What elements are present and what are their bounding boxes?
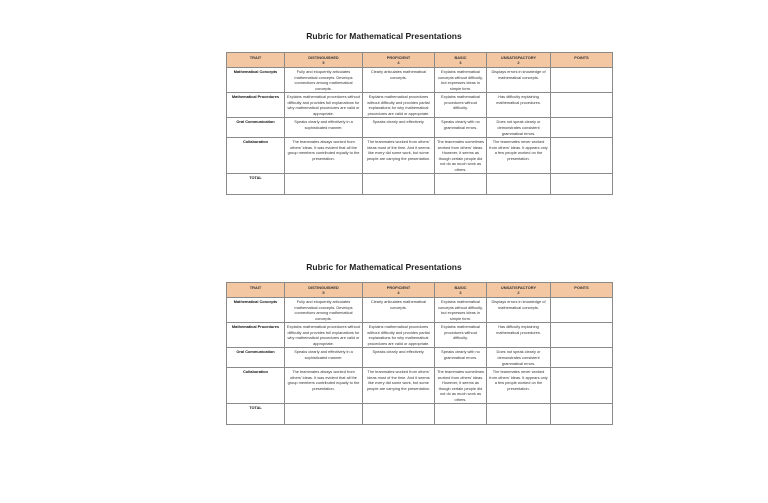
column-points: 3 (459, 60, 462, 66)
rubric-cell: Displays errors in knowledge of mathematical concepts. (487, 298, 551, 323)
rubric-cell: Explains mathematical procedures without difficulty and provides partial explanations for why mathematical procedures are valid or appropriate. (363, 93, 435, 118)
table-row (227, 323, 613, 348)
rubric-table-2 (226, 282, 613, 425)
rubric-cell (551, 298, 613, 323)
column-label: PROFICIENT (386, 284, 411, 290)
rubric-cell: Explains mathematical concepts without difficulty, but expresses ideas in simple form. (435, 68, 487, 93)
rubric-cell: The teammates sometimes worked from others' ideas. However, it seems as though certain people did not do as much work as others. (435, 138, 487, 174)
rubric-cell: Has difficulty explaining mathematical procedures. (487, 93, 551, 118)
column-header (227, 283, 285, 298)
column-header (435, 283, 487, 298)
rubric-cell: The teammates always worked from others' ideas. It was evident that all the group members contributed equally to the presentation. (285, 138, 363, 174)
rubric-cell: The teammates never worked from others' ideas. It appears only a few people worked on the presentation. (487, 368, 551, 404)
rubric-cell: Speaks clearly with no grammatical errors. (435, 348, 487, 368)
rubric-cell: Speaks clearly and effectively in a sophisticated manner. (285, 118, 363, 138)
trait-cell: Mathematical Procedures (227, 93, 285, 118)
rubric-cell: Has difficulty explaining mathematical procedures. (487, 323, 551, 348)
trait-cell: Mathematical Concepts (227, 68, 285, 93)
rubric-cell: Explains mathematical procedures without difficulty and provides partial explanations for why mathematical procedures are valid or appropriate. (363, 323, 435, 348)
rubric-cell (551, 138, 613, 174)
column-label: BASIC (454, 54, 467, 60)
rubric-cell (551, 68, 613, 93)
rubric-cell: Clearly articulates mathematical concepts. (363, 298, 435, 323)
column-points: 5 (322, 60, 325, 66)
rubric-cell (487, 174, 551, 195)
header-row (227, 283, 613, 298)
rubric-cell (551, 118, 613, 138)
table-row (227, 68, 613, 93)
rubric-cell: Does not speak clearly or demonstrates consistent grammatical errors. (487, 118, 551, 138)
column-label: DISTINGUISHED (308, 54, 339, 60)
column-label: TRAIT (249, 54, 262, 60)
trait-cell: TOTAL (227, 404, 285, 425)
rubric-cell (551, 368, 613, 404)
column-header (285, 53, 363, 68)
column-label: POINTS (574, 284, 589, 290)
column-label: UNSATISFACTORY (500, 54, 537, 60)
trait-cell: Collaboration (227, 138, 285, 174)
column-points: 2 (517, 290, 520, 296)
trait-cell: Oral Communication (227, 348, 285, 368)
column-header (487, 53, 551, 68)
column-points: 3 (459, 290, 462, 296)
rubric-cell (435, 404, 487, 425)
rubric-cell: Fully and eloquently articulates mathematical concepts. Develops connections among mathematical concepts. (285, 68, 363, 93)
rubric-cell: Explains mathematical procedures without difficulty. (435, 93, 487, 118)
rubric-cell: Displays errors in knowledge of mathematical concepts. (487, 68, 551, 93)
rubric-cell: Explains mathematical procedures without difficulty and provides full explanations for why mathematical procedures are valid or appropriate. (285, 323, 363, 348)
column-points: 5 (322, 290, 325, 296)
column-header (487, 283, 551, 298)
column-header (227, 53, 285, 68)
rubric-cell: Does not speak clearly or demonstrates consistent grammatical errors. (487, 348, 551, 368)
rubric-cell (363, 404, 435, 425)
trait-cell: Mathematical Concepts (227, 298, 285, 323)
column-header (551, 283, 613, 298)
table-row (227, 93, 613, 118)
table-row (227, 404, 613, 425)
rubric-cell: Speaks clearly and effectively. (363, 348, 435, 368)
rubric-cell: Speaks clearly with no grammatical errors. (435, 118, 487, 138)
rubric-cell: Explains mathematical procedures without difficulty and provides full explanations for why mathematical procedures are valid or appropriate. (285, 93, 363, 118)
header-row (227, 53, 613, 68)
table-row (227, 138, 613, 174)
column-points: 4 (397, 60, 400, 66)
rubric-cell: Clearly articulates mathematical concepts. (363, 68, 435, 93)
rubric-cell: Fully and eloquently articulates mathematical concepts. Develops connections among mathematical concepts. (285, 298, 363, 323)
trait-cell: Mathematical Procedures (227, 323, 285, 348)
table-row (227, 298, 613, 323)
rubric-cell (363, 174, 435, 195)
table-row (227, 118, 613, 138)
column-label: UNSATISFACTORY (500, 284, 537, 290)
column-header (363, 53, 435, 68)
rubric-cell: The teammates never worked from others' ideas. It appears only a few people worked on the presentation. (487, 138, 551, 174)
table-row (227, 348, 613, 368)
column-label: TRAIT (249, 284, 262, 290)
column-header (551, 53, 613, 68)
page-title-1: Rubric for Mathematical Presentations (306, 31, 462, 41)
rubric-cell: The teammates always worked from others' ideas. It was evident that all the group members contributed equally to the presentation. (285, 368, 363, 404)
rubric-cell (285, 404, 363, 425)
column-points: 2 (517, 60, 520, 66)
rubric-cell (551, 93, 613, 118)
rubric-cell (551, 348, 613, 368)
rubric-cell (487, 404, 551, 425)
rubric-cell: Speaks clearly and effectively. (363, 118, 435, 138)
column-points: 4 (397, 290, 400, 296)
column-label: BASIC (454, 284, 467, 290)
rubric-cell (551, 404, 613, 425)
rubric-cell: The teammates worked from others' ideas most of the time. And it seems like every did some work, but some people are carrying the presentation. (363, 138, 435, 174)
column-label: POINTS (574, 54, 589, 60)
table-row (227, 368, 613, 404)
trait-cell: TOTAL (227, 174, 285, 195)
column-label: DISTINGUISHED (308, 284, 339, 290)
rubric-cell (285, 174, 363, 195)
table-row (227, 174, 613, 195)
column-label: PROFICIENT (386, 54, 411, 60)
column-header (435, 53, 487, 68)
page-title-2: Rubric for Mathematical Presentations (306, 262, 462, 272)
rubric-cell: Explains mathematical procedures without difficulty. (435, 323, 487, 348)
trait-cell: Oral Communication (227, 118, 285, 138)
column-header (363, 283, 435, 298)
rubric-cell: The teammates worked from others' ideas most of the time. And it seems like every did some work, but some people are carrying the presentation. (363, 368, 435, 404)
rubric-cell (551, 174, 613, 195)
rubric-cell: Speaks clearly and effectively in a sophisticated manner. (285, 348, 363, 368)
rubric-table-1 (226, 52, 613, 195)
rubric-cell: The teammates sometimes worked from others' ideas. However, it seems as though certain people did not do as much work as others. (435, 368, 487, 404)
trait-cell: Collaboration (227, 368, 285, 404)
rubric-cell (435, 174, 487, 195)
column-header (285, 283, 363, 298)
rubric-cell: Explains mathematical concepts without difficulty, but expresses ideas in simple form. (435, 298, 487, 323)
rubric-cell (551, 323, 613, 348)
